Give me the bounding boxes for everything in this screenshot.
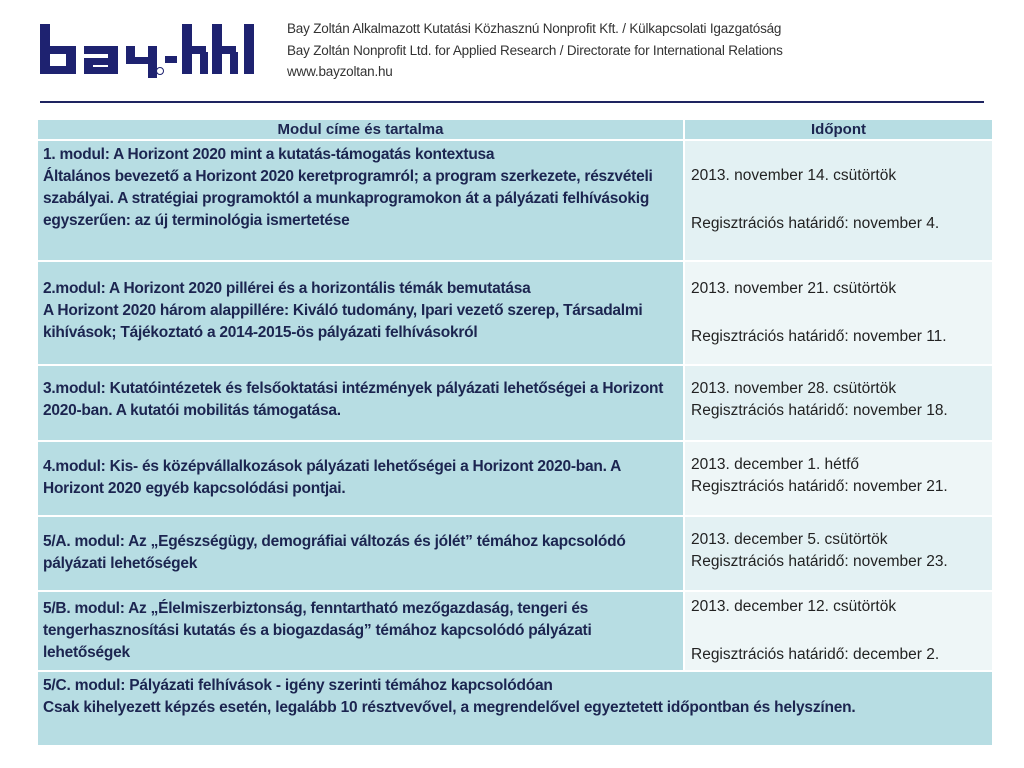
module-title: 5/C. modul: Pályázati felhívások - igény szerinti témához kapcsolódóan [43,677,553,694]
module-title: 1. modul: A Horizont 2020 mint a kutatás-támogatás kontextusa [43,146,495,163]
table-row [37,261,993,365]
module-date: 2013. november 14. csütörtök [691,167,897,184]
module-date: 2013. december 12. csütörtök [691,598,897,615]
module-title: 2.modul: A Horizont 2020 pillérei és a horizontális témák bemutatása [43,280,531,297]
column-header-date: Időpont [684,119,993,140]
module-date: 2013. december 1. hétfő [691,456,860,473]
registration-deadline: Regisztrációs határidő: november 4. [691,215,940,232]
module-title: 5/A. modul: Az „Egészségügy, demográfiai változás és jólét” témához kapcsolódó pályázati lehetőségek [43,533,626,572]
table-row [37,516,993,591]
table-row [37,591,993,671]
module-title: 5/B. modul: Az „Élelmiszerbiztonság, fenntartható mezőgazdaság, tengeri és tengerhasznosítási kutatás és a biogazdaság” témához kapcsolódó pályázati lehetőségek [43,600,592,661]
website-link: www.bayzoltan.hu [287,64,393,79]
organization-header [287,18,783,83]
module-description: A Horizont 2020 három alappillére: Kiváló tudomány, Ipari vezető szerep, Társadalmi kihívások; Tájékoztató a 2014-2015-ös pályázati felhívásokról [43,302,643,341]
module-description: Csak kihelyezett képzés esetén, legalább 10 résztvevővel, a megrendelővel egyeztetett időpontban és helyszínen. [43,699,856,716]
table-row [37,441,993,516]
module-title: 4.modul: Kis- és középvállalkozások pályázati lehetőségei a Horizont 2020-ban. A Horizont 2020 egyéb kapcsolódási pontjai. [43,458,621,497]
table-row [37,140,993,261]
module-date: 2013. december 5. csütörtök [691,531,888,548]
module-description: Általános bevezető a Horizont 2020 keretprogramról; a program szerkezete, részvételi szabályai. A stratégiai programoktól a munkaprogramokon át a pályázati felhívásokig egyszerűen: az új terminológia ismertetése [43,168,653,229]
module-date: 2013. november 28. csütörtök [691,380,897,397]
registration-deadline: Regisztrációs határidő: november 18. [691,402,948,419]
table-row [37,365,993,441]
org-name-hu: Bay Zoltán Alkalmazott Kutatási Közhasznú Nonprofit Kft. / Külkapcsolati Igazgatóság [287,21,782,36]
module-date: 2013. november 21. csütörtök [691,280,897,297]
registration-deadline: Regisztrációs határidő: november 21. [691,478,948,495]
table-header-row [37,119,993,140]
table-row-last [37,671,993,746]
header-divider [40,101,984,103]
registration-deadline: Regisztrációs határidő: december 2. [691,646,940,663]
module-schedule-table [36,118,994,747]
column-header-module: Modul címe és tartalma [37,119,684,140]
bay-rki-logo [40,22,255,78]
module-title: 3.modul: Kutatóintézetek és felsőoktatási intézmények pályázati lehetőségei a Horizont 2020-ban. A kutatói mobilitás támogatása. [43,380,664,419]
registration-deadline: Regisztrációs határidő: november 23. [691,553,948,570]
registration-deadline: Regisztrációs határidő: november 11. [691,328,947,345]
org-name-en: Bay Zoltán Nonprofit Ltd. for Applied Research / Directorate for International Relations [287,42,783,58]
